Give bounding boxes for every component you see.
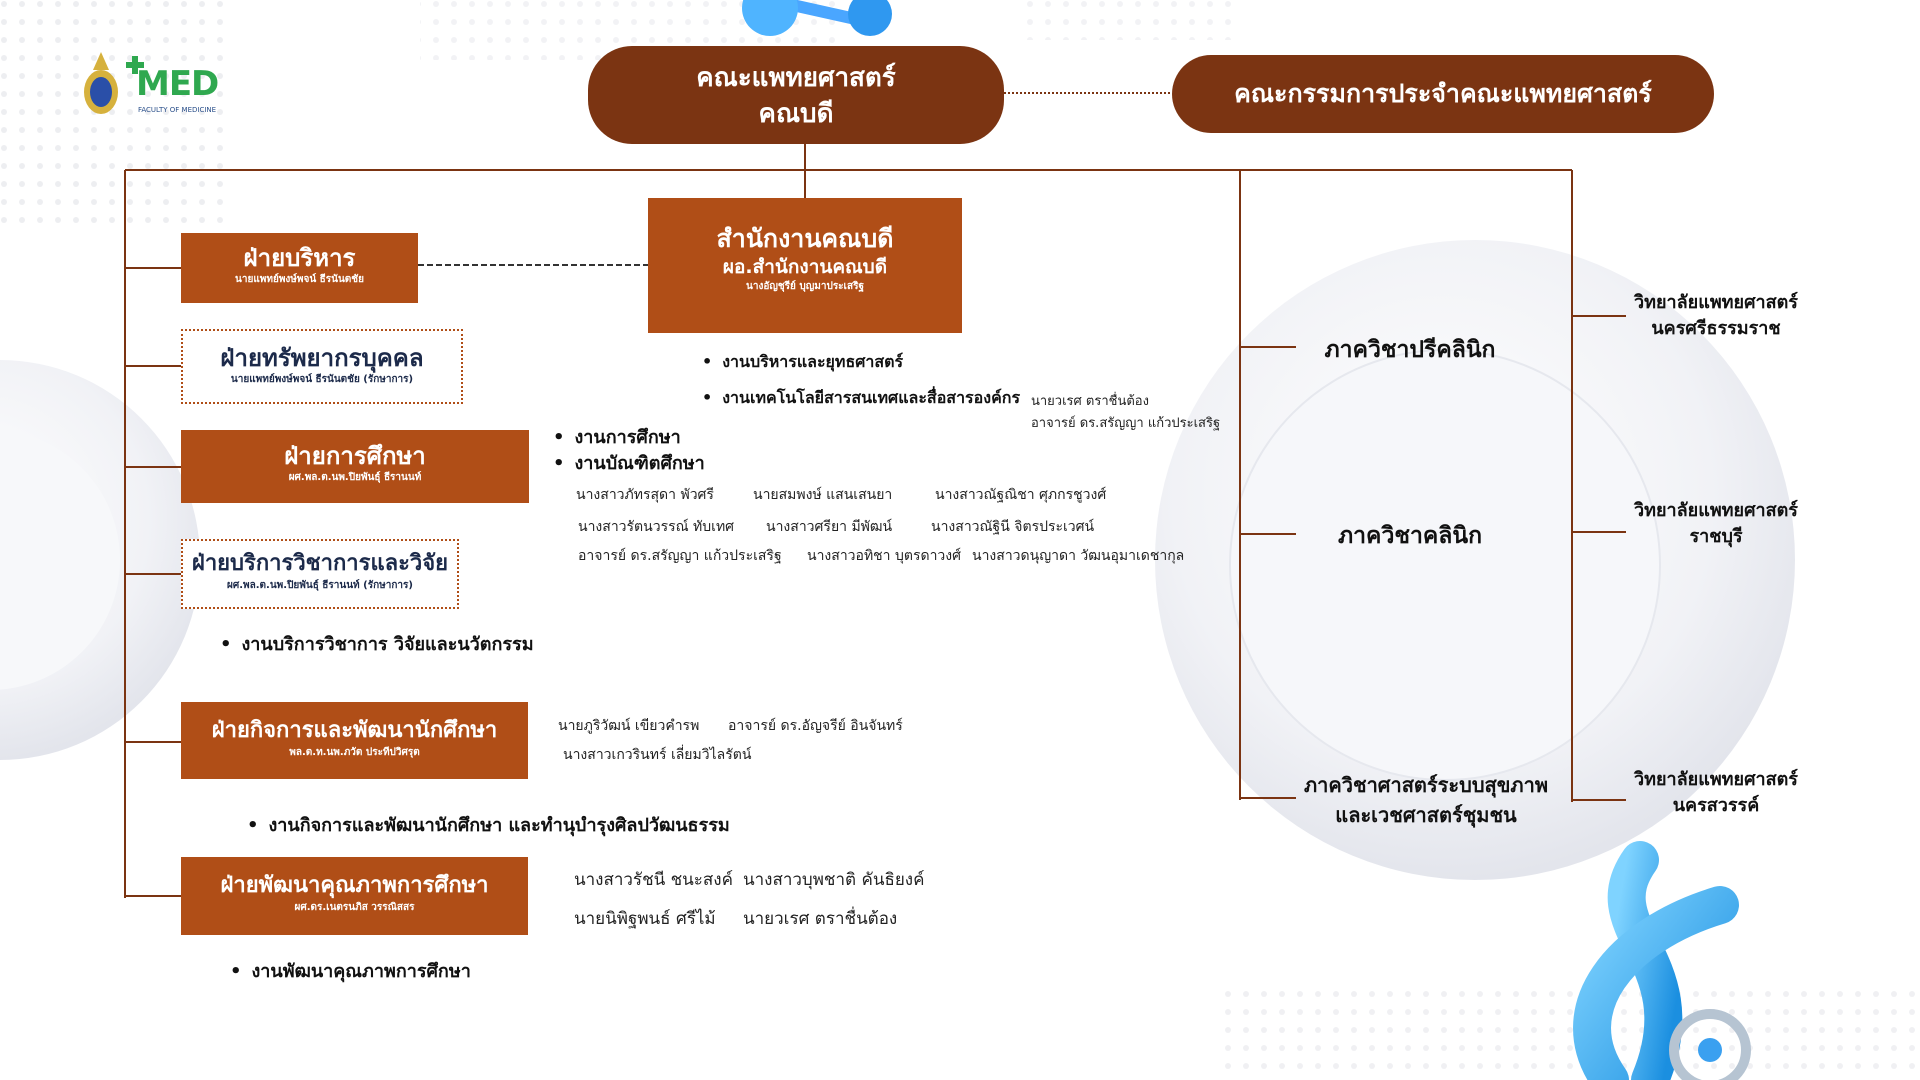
department-health-system — [1296, 770, 1556, 830]
research-task: • งานบริการวิชาการ วิจัยและนวัตกรรม — [220, 629, 534, 658]
college-2-line1: วิทยาลัยแพทยศาสตร์ — [1634, 500, 1798, 521]
division-education-title: ฝ่ายการศึกษา — [284, 442, 426, 470]
college-1-line2: นครศรีธรรมราช — [1651, 318, 1781, 339]
division-quality-person: ผศ.ดร.เนตรนภิส วรรณิสสร — [294, 902, 415, 913]
department-health-system-line1: ภาควิชาศาสตร์ระบบสุขภาพ — [1303, 773, 1549, 797]
dean-office-task-2: • งานเทคโนโลยีสารสนเทศและสื่อสารองค์กร — [702, 386, 1020, 411]
college-3-line1: วิทยาลัยแพทยศาสตร์ — [1634, 769, 1798, 790]
department-clinic: ภาควิชาคลินิก — [1337, 523, 1483, 549]
division-student-box — [181, 702, 528, 779]
faculty-logo-caption: FACULTY OF MEDICINE — [138, 106, 217, 114]
education-task-1: • งานการศึกษา — [553, 422, 681, 451]
dean-office-subtitle: ผอ.สำนักงานคณบดี — [722, 256, 888, 278]
dean-box-line2: คณบดี — [758, 99, 834, 129]
division-hr-person: นายแพทย์พงษ์พจน์ ธีรนันตชัย (รักษาการ) — [230, 374, 414, 385]
division-hr-box — [181, 329, 463, 404]
division-hr-title: ฝ่ายทรัพยากรบุคคล — [220, 344, 424, 372]
department-health-system-line2: และเวชศาสตร์ชุมชน — [1335, 803, 1517, 827]
division-student-title: ฝ่ายกิจการและพัฒนานักศึกษา — [211, 718, 498, 743]
education-person-1: นางสาวภัทรสุดา พัวศรี — [576, 487, 714, 503]
education-person-7: อาจารย์ ดร.สรัญญา แก้วประเสริฐ — [578, 548, 782, 564]
quality-person-4: นายวเรศ ตราชื่นต้อง — [743, 909, 898, 929]
division-research-title: ฝ่ายบริการวิชาการและวิจัย — [191, 551, 449, 576]
education-person-2: นายสมพงษ์ แสนเสนยา — [753, 487, 893, 503]
med-logo-text: MED — [136, 64, 219, 104]
division-admin-box — [181, 233, 418, 303]
education-person-9: นางสาวดนุญาดา วัฒนอุมาเดชากุล — [972, 548, 1185, 564]
division-quality-title: ฝ่ายพัฒนาคุณภาพการศึกษา — [220, 873, 489, 898]
student-person-3: นางสาวเกวรินทร์ เลี่ยมวิไลรัตน์ — [563, 747, 752, 763]
dean-box — [588, 46, 1004, 144]
division-admin-person: นายแพทย์พงษ์พจน์ ธีรนันตชัย — [235, 274, 364, 285]
department-preclinic: ภาควิชาปรีคลินิก — [1324, 337, 1496, 363]
it-person-1: นายวเรศ ตราชื่นต้อง — [1031, 394, 1149, 409]
student-task: • งานกิจการและพัฒนานักศึกษา และทำนุบำรุงศิลปวัฒนธรรม — [247, 810, 730, 839]
education-task-2: • งานบัณฑิตศึกษา — [553, 448, 705, 477]
dean-office-box — [648, 198, 962, 333]
dean-box-line1: คณะแพทยศาสตร์ — [696, 63, 896, 93]
college-2-line2: ราชบุรี — [1689, 526, 1743, 547]
dean-office-title: สำนักงานคณบดี — [716, 224, 894, 253]
committee-box-label: คณะกรรมการประจำคณะแพทยศาสตร์ — [1234, 79, 1652, 108]
quality-person-3: นายนิพิฐพนธ์ ศรีไม้ — [574, 909, 716, 929]
education-person-3: นางสาวณัฐณิชา ศุภกรชูวงศ์ — [935, 487, 1107, 503]
student-person-1: นายภูริวัฒน์ เขียวคำรพ — [558, 718, 700, 734]
quality-person-2: นางสาวบุพชาติ คันธิยงค์ — [743, 870, 925, 890]
dean-office-person: นางอัญชุรีย์ บุญมาประเสริฐ — [746, 281, 864, 292]
college-nakhon-sawan — [1626, 767, 1806, 819]
college-1-line1: วิทยาลัยแพทยศาสตร์ — [1634, 292, 1798, 313]
education-person-5: นางสาวศรียา มีพัฒน์ — [766, 519, 893, 535]
division-education-box — [181, 430, 529, 503]
division-admin-title: ฝ่ายบริหาร — [243, 244, 356, 272]
division-research-box — [181, 539, 459, 609]
college-3-line2: นครสวรรค์ — [1672, 795, 1760, 816]
student-person-2: อาจารย์ ดร.อัญจรีย์ อินจันทร์ — [728, 718, 903, 734]
it-person-2: อาจารย์ ดร.สรัญญา แก้วประเสริฐ — [1031, 416, 1221, 431]
education-person-6: นางสาวณัฐินี จิตรประเวศน์ — [931, 519, 1095, 535]
committee-box — [1172, 55, 1714, 133]
division-education-person: ผศ.พล.ต.นพ.ปิยพันธุ์ ธีรานนท์ — [288, 472, 422, 483]
college-nakhon-si-thammarat — [1626, 290, 1806, 342]
division-student-person: พล.ต.ท.นพ.ภวัต ประทีปวิศรุต — [289, 747, 420, 758]
college-ratchaburi — [1626, 498, 1806, 550]
division-quality-box — [181, 857, 528, 935]
quality-person-1: นางสาวรัชนี ชนะสงค์ — [574, 870, 733, 890]
education-person-8: นางสาวอทิชา บุตรดาวงศ์ — [807, 548, 962, 564]
division-research-person: ผศ.พล.ต.นพ.ปิยพันธุ์ ธีรานนท์ (รักษาการ) — [227, 580, 413, 591]
quality-task: • งานพัฒนาคุณภาพการศึกษา — [230, 956, 471, 985]
dean-office-task-1: • งานบริหารและยุทธศาสตร์ — [702, 350, 903, 375]
education-person-4: นางสาวรัตนวรรณ์ ทับเทศ — [578, 519, 735, 535]
